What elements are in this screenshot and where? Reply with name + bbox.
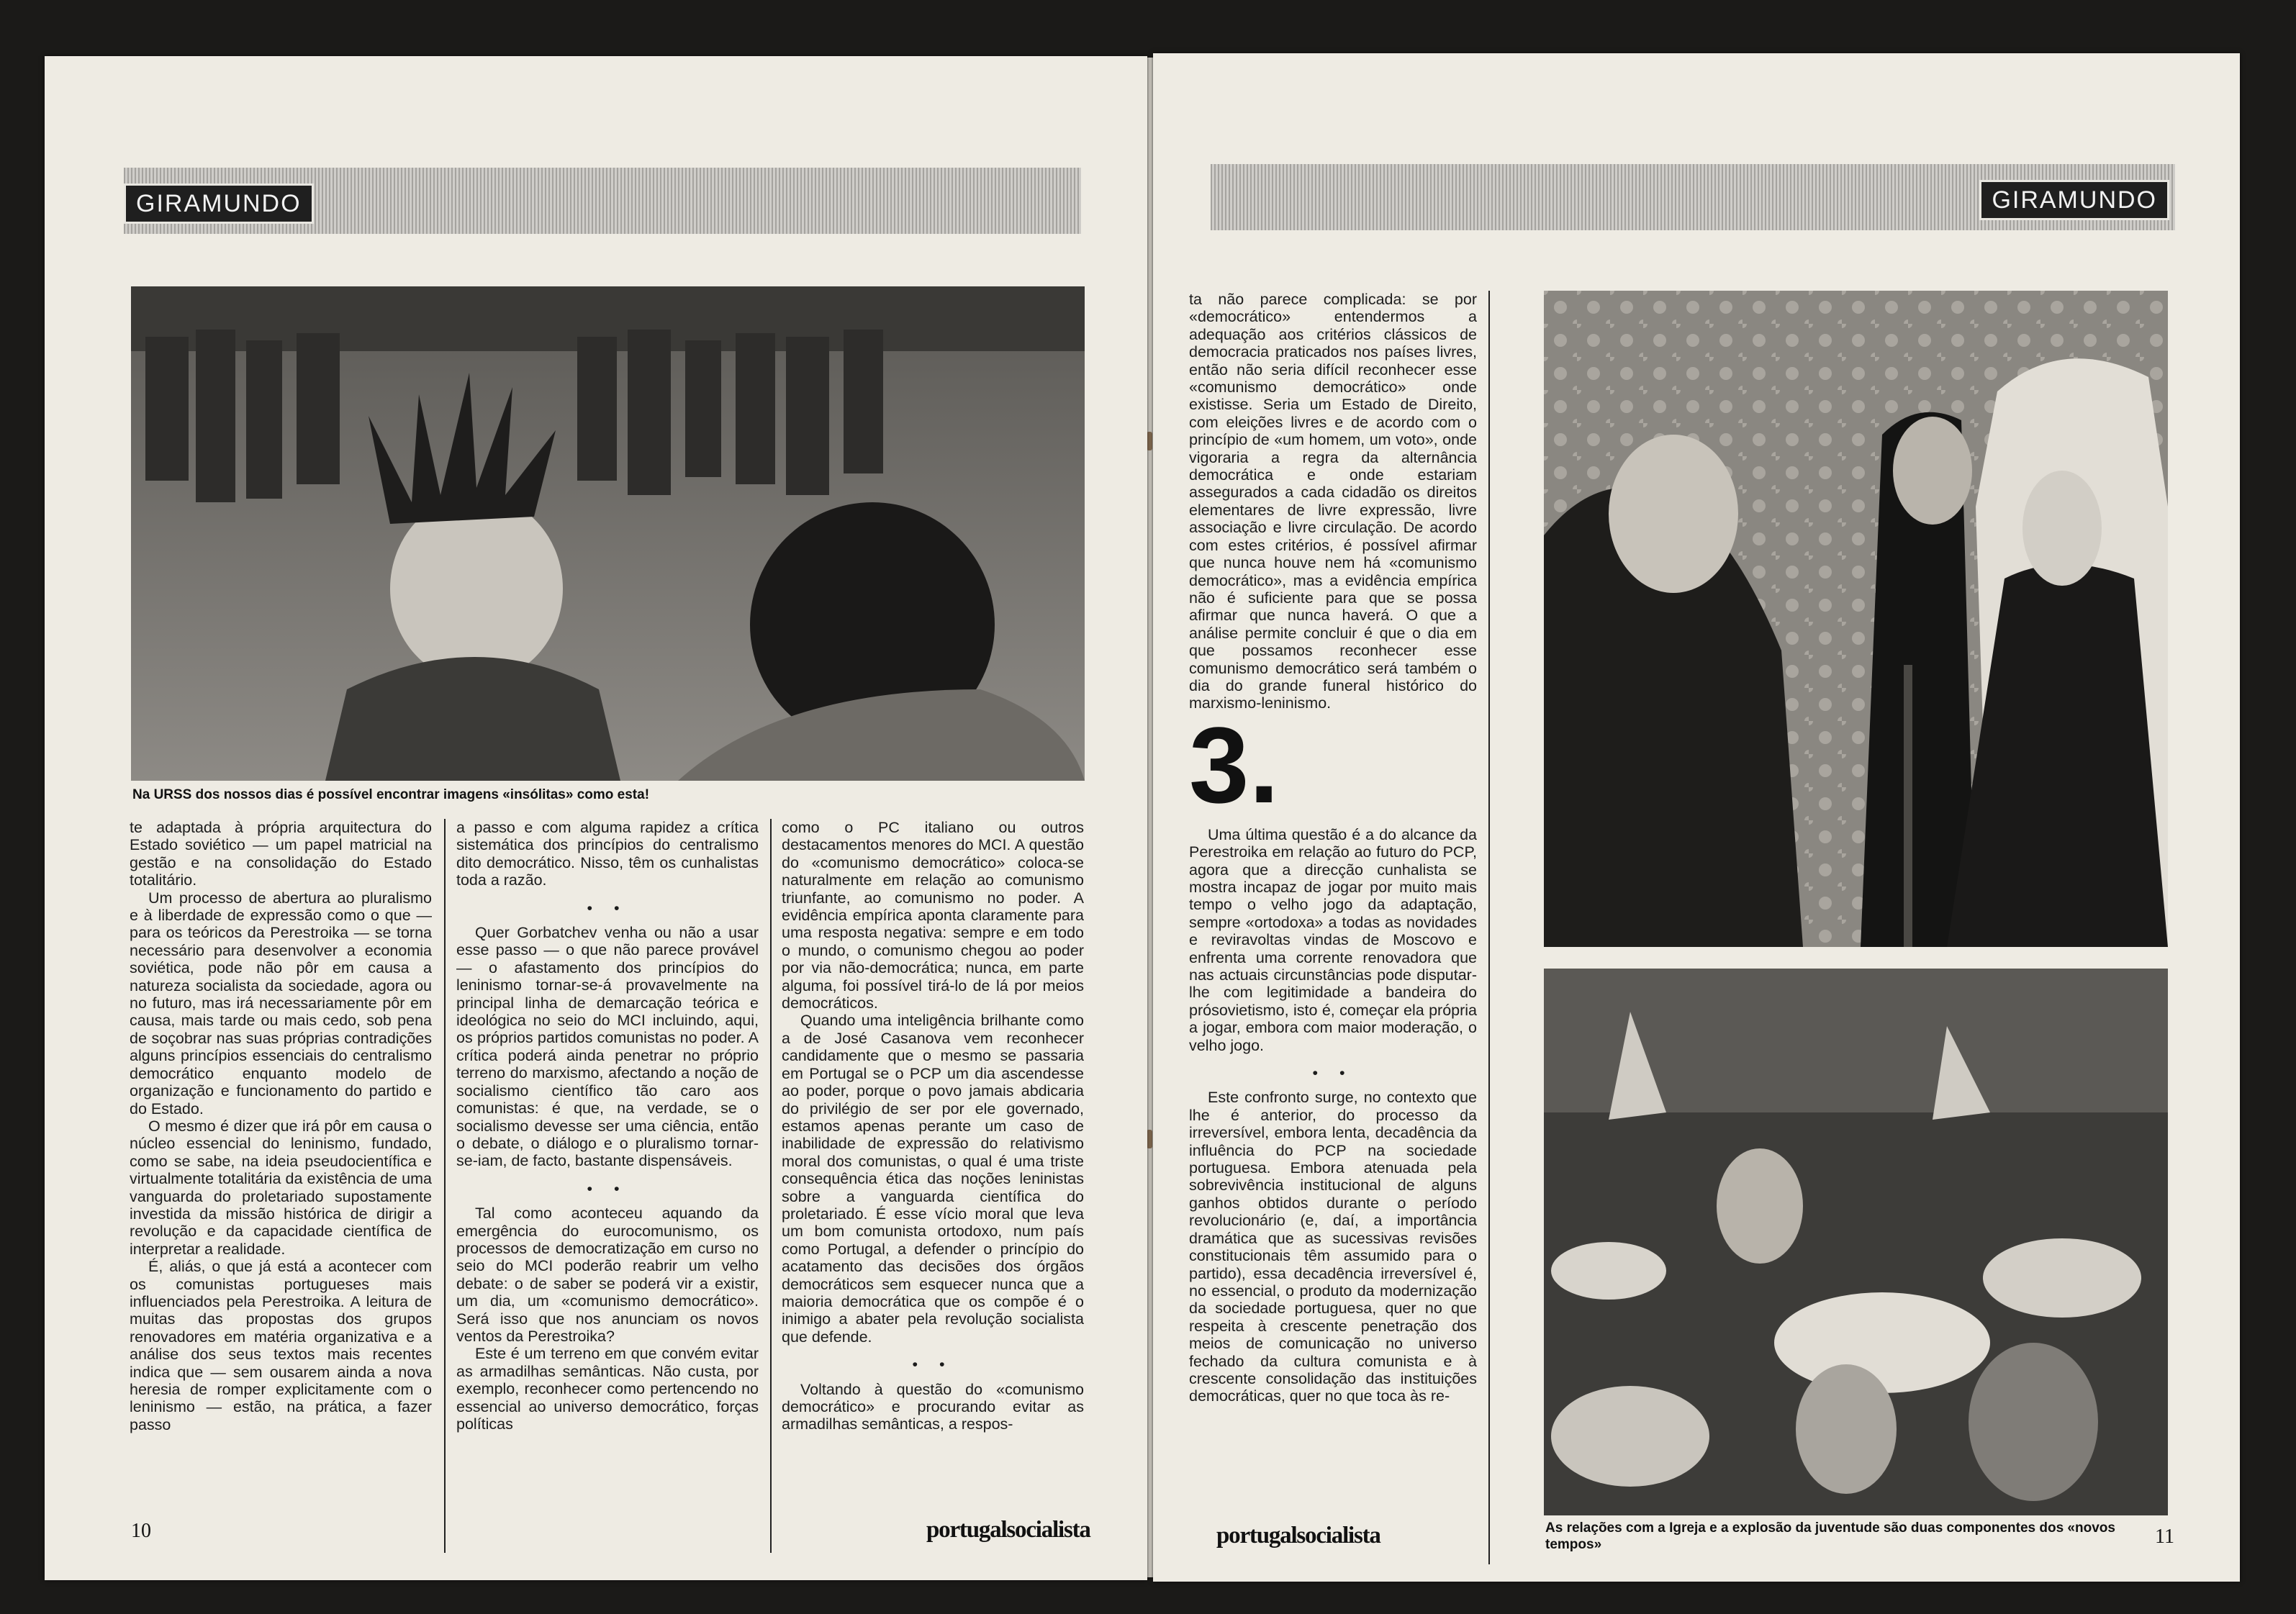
paragraph: O mesmo é dizer que irá pôr em causa o núcleo essencial do leninismo, fundado, como se sabe, na ideia pseudocientífica e virtualmente totalitária da existência de uma vanguarda do proletariado supostamente investida da missão histórica de dirigir a revolução e da capacidade científica de interpretar a realidade. <box>130 1117 432 1258</box>
text-column-3 <box>782 819 1084 1433</box>
paragraph: te adaptada à própria arquitectura do Estado soviético — um papel matricial na gestão e na consolidação do Estado totalitário. <box>130 819 432 889</box>
punk-photo <box>131 286 1085 781</box>
paragraph: Este confronto surge, no contexto que lhe é anterior, do processo da irreversível, embora lenta, decadência da influência do PCP na sociedade portuguesa. Embora atenuada pela sobrevivência institucional de alguns ganhos obtidos durante o período revolucionário (e, daí, a importância dramática que as sucessivas revisões constitucionais têm assumido para o partido), essa decadência irreversível é, no essencial, o produto da modernização da sociedade portuguesa, quer no que respeita à crescente penetração dos meios de comunicação no universo fechado da cultura comunista e à crescente consolidação das instituições democráticas, quer no que toca às re- <box>1189 1089 1477 1405</box>
paragraph: Voltando à questão do «comunismo democrático» e procurando evitar as armadilhas semânticas, a respos- <box>782 1380 1084 1433</box>
paragraph: Uma última questão é a do alcance da Perestroika em relação ao futuro do PCP, agora que a direcção cunhalista se mostra incapaz de jogar por muito mais tempo o velho jogo da adaptação, sempre «ortodoxa» a todas as novidades e reviravoltas vindas de Moscovo e enfrenta uma corrente renovadora que nas actuais circunstâncias pode disputar-lhe com legitimidade a bandeira do prósovietismo, isto é, começar ela própria a jogar, embora com maior moderação, o velho jogo. <box>1189 825 1477 1054</box>
section-banner <box>1211 164 2175 230</box>
page-number: 10 <box>131 1520 151 1542</box>
paragraph: Um processo de abertura ao pluralismo e à liberdade de expressão como o que — para os teóricos da Perestroika — se torna necessário para desenvolver a economia soviética, pode não pôr em causa a natureza socialista da sociedade, agora ou no futuro, mas irá necessariamente pôr em causa, mais tarde ou mais cedo, sob pena de soçobrar nas suas próprias contradições alguns princípios essenciais do centralismo democrático enquanto modelo de organização e funcionamento do partido e do Estado. <box>130 889 432 1117</box>
right-page <box>1153 53 2240 1582</box>
paragraph: Tal como aconteceu aquando da emergência do eurocomunismo, os processos de democratização em curso no seio do MCI poderão reabrir um velho debate: o de saber se poderá vir a existir, um dia, um «comunismo democrático». Será isso que nos anunciam os novos ventos da Perestroika? <box>456 1205 759 1345</box>
paragraph: Quando uma inteligência brilhante como a de José Casanova vem reconhecer candidamente que o mesmo se passaria em Portugal se o PCP um dia ascendesse ao poder, porque o povo jamais abdicaria do privilégio de ser por ele governado, estamos apenas perante um caso de inabilidade de expressão do relativismo moral dos comunistas, o qual é uma triste consequência ética das noções leninistas sobre a vanguarda científica do proletariado. É esse vício moral que leva um bom comunista ortodoxo, num país como Portugal, a defender o princípio do acatamento das decisões dos órgãos democráticos sem esquecer nunca que a maioria democrática que os compõe é o inimigo a abater pela revolução socialista que defende. <box>782 1012 1084 1346</box>
section-dots: • • <box>1312 1064 1354 1082</box>
photo-caption: As relações com a Igreja e a explosão da juventude são duas componentes dos «novos tempos» <box>1545 1520 2115 1552</box>
column-rule <box>1488 291 1490 1564</box>
section-dots: • • <box>587 1179 628 1197</box>
paragraph: Quer Gorbatchev venha ou não a usar esse passo — o que não parece provável — o afastamento dos princípios do leninismo tornar-se-á provavelmente na principal linha de demarcação teórica e ideológica no seio do MCI incluindo, aqui, os próprios partidos comunistas no poder. A crítica poderá ainda penetrar no próprio terreno do marxismo, afectando a noção de socialismo científico tão caro aos comunistas: é que, na verdade, se o socialismo devesse ser uma ciência, então o debate, o diálogo e o pluralismo tornar-se-iam, de facto, bastante dispensáveis. <box>456 924 759 1170</box>
section-dots: • • <box>912 1356 954 1374</box>
paragraph: a passo e com alguma rapidez a crítica sistemática dos princípios do centralismo dito democrático. Nisso, têm os cunhalistas toda a razão. <box>456 819 759 889</box>
paragraph: Este é um terreno em que convém evitar as armadilhas semânticas. Não custa, por exemplo, reconhecer como pertencendo no essencial ao universo democrático, forças políticas <box>456 1345 759 1433</box>
section-label: GIRAMUNDO <box>1979 180 2169 220</box>
section-label: GIRAMUNDO <box>124 183 314 224</box>
masthead: portugalsocialista <box>926 1517 1090 1543</box>
text-column-2 <box>456 819 759 1433</box>
paragraph: como o PC italiano ou outros destacamentos menores do MCI. A questão do «comunismo democrático» coloca-se naturalmente em relação ao comunismo triunfante, ao comunismo no poder. A evidência empírica aponta claramente para uma resposta negativa: sempre e em todo o mundo, o comunismo chegou ao poder por via não-democrática; nunca, em parte alguma, foi possível tirá-lo de lá por meios democráticos. <box>782 819 1084 1012</box>
text-column-1 <box>130 819 432 1433</box>
page-number: 11 <box>2155 1525 2174 1548</box>
paragraph: É, aliás, o que já está a acontecer com os comunistas portugueses mais influenciados pela Perestroika. A leitura de muitas das propostas dos grupos renovadores em matéria organizativa e a análise dos seus textos mais recentes indica que — sem ousarem ainda a nova heresia de romper explicitamente com o leninismo — estão, na prática, a fazer passo <box>130 1258 432 1433</box>
church-photo <box>1544 291 2168 947</box>
photo-caption: Na URSS dos nossos dias é possível encontrar imagens «insólitas» como esta! <box>132 787 650 802</box>
staple <box>1147 1130 1152 1148</box>
section-banner <box>124 168 1081 234</box>
paragraph: ta não parece complicada: se por «democrático» entendermos a adequação aos critérios clássicos de democracia praticados nos países livres, então não seria difícil reconhecer esse «comunismo democrático» onde existisse. Seria um Estado de Direito, com eleições livres e de acordo com o princípio de «um homem, um voto», onde vigoraria a regra da alternância democrática e onde estariam assegurados a cada cidadão os direitos elementares de livre expressão, livre associação e livre circulação. De acordo com estes critérios, é possível afirmar que nunca houve nem há «comunismo democrático», mas a evidência empírica não é suficiente para que se possa afirmar que nunca haverá. O que a análise permite concluir é que o dia em que possamos reconhecer esse comunismo democrático será também o dia do grande funeral histórico do marxismo-leninismo. <box>1189 291 1477 712</box>
crowd-photo <box>1544 969 2168 1515</box>
column-rule <box>770 819 772 1553</box>
left-page <box>45 56 1147 1580</box>
text-column-1 <box>1189 291 1477 1405</box>
staple <box>1147 432 1152 450</box>
section-number: 3. <box>1189 704 1280 825</box>
masthead: portugalsocialista <box>1216 1523 1380 1549</box>
section-dots: • • <box>587 899 628 917</box>
column-rule <box>444 819 446 1553</box>
